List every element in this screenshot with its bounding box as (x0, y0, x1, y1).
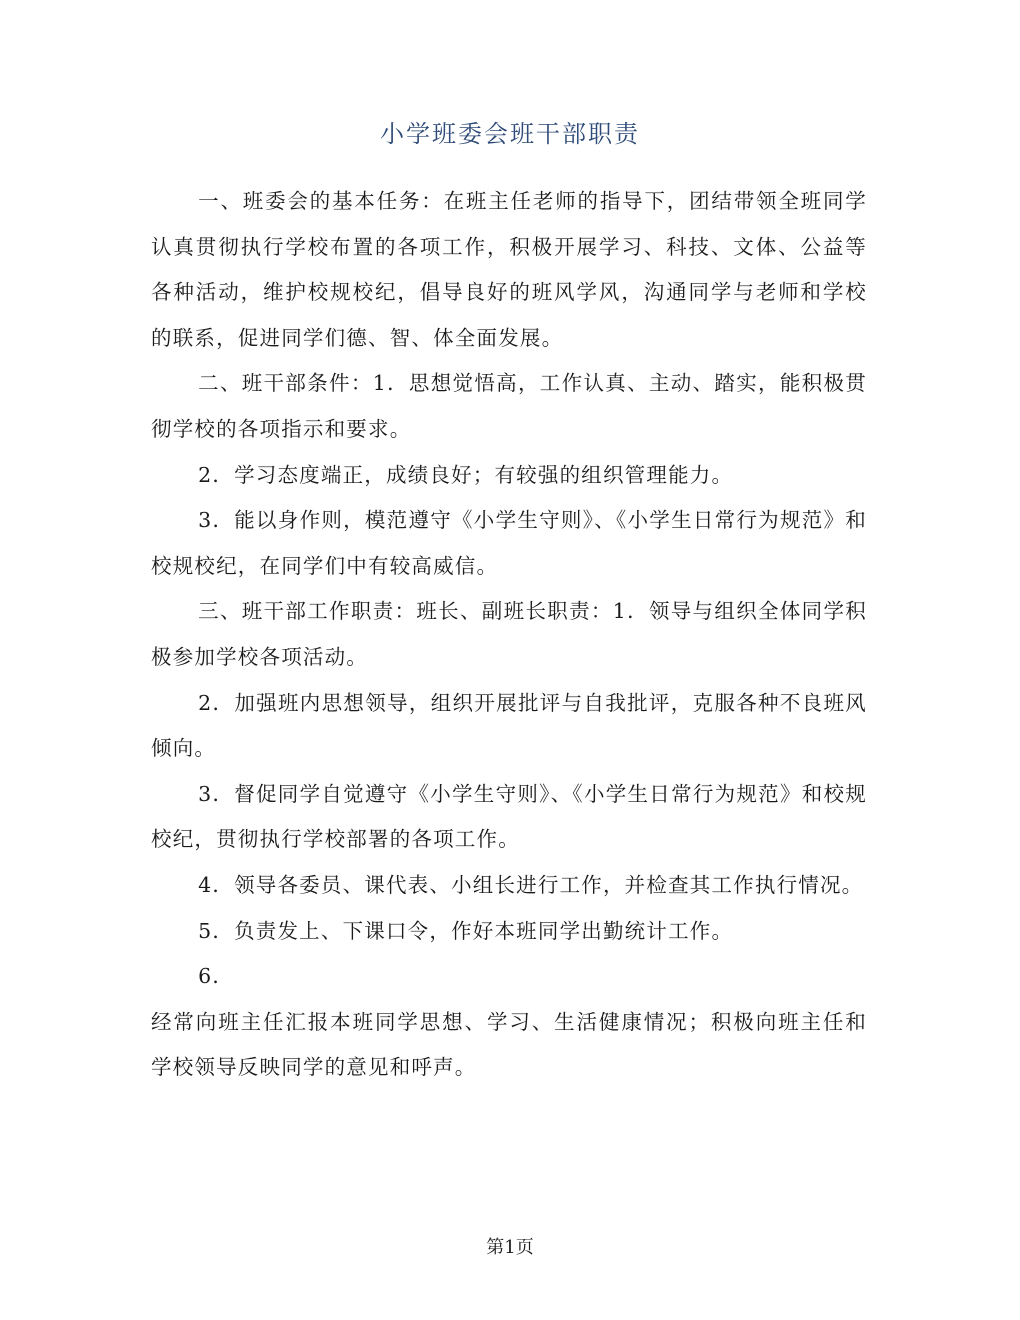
document-body (151, 179, 867, 1091)
paragraph-condition-2: 2．学习态度端正，成绩良好；有较强的组织管理能力。 (198, 462, 734, 487)
paragraph-cadre-duties: 三、班干部工作职责：班长、副班长职责：1．领导与组织全体同学积极参加学校各项活动。 (151, 599, 867, 669)
paragraph-duty-6-number: 6． (198, 964, 235, 989)
document-title: 小学班委会班干部职责 (380, 120, 640, 148)
paragraph-duty-2: 2．加强班内思想领导，组织开展批评与自我批评，克服各种不良班风倾向。 (151, 690, 867, 761)
paragraph-cadre-conditions: 二、班干部条件：1．思想觉悟高，工作认真、主动、踏实，能积极贯彻学校的各项指示和要求。 (151, 371, 867, 441)
paragraph-duty-4: 4．领导各委员、课代表、小组长进行工作，并检查其工作执行情况。 (198, 872, 864, 897)
page-number: 第1页 (486, 1237, 534, 1258)
paragraph-duty-6-text: 经常向班主任汇报本班同学思想、学习、生活健康情况；积极向班主任和学校领导反映同学的意见和呼声。 (151, 1009, 867, 1080)
paragraph-basic-tasks: 一、班委会的基本任务：在班主任老师的指导下，团结带领全班同学认真贯彻执行学校布置的各项工作，积极开展学习、科技、文体、公益等各种活动，维护校规校纪，倡导良好的班风学风，沟通同学与老师和学校的联系，促进同学们德、智、体全面发展。 (151, 189, 867, 350)
paragraph-duty-5: 5．负责发上、下课口令，作好本班同学出勤统计工作。 (198, 918, 734, 943)
paragraph-duty-3: 3．督促同学自觉遵守《小学生守则》、《小学生日常行为规范》和校规校纪，贯彻执行学校部署的各项工作。 (151, 781, 867, 852)
paragraph-condition-3: 3．能以身作则，模范遵守《小学生守则》、《小学生日常行为规范》和校规校纪，在同学们中有较高威信。 (151, 508, 867, 578)
